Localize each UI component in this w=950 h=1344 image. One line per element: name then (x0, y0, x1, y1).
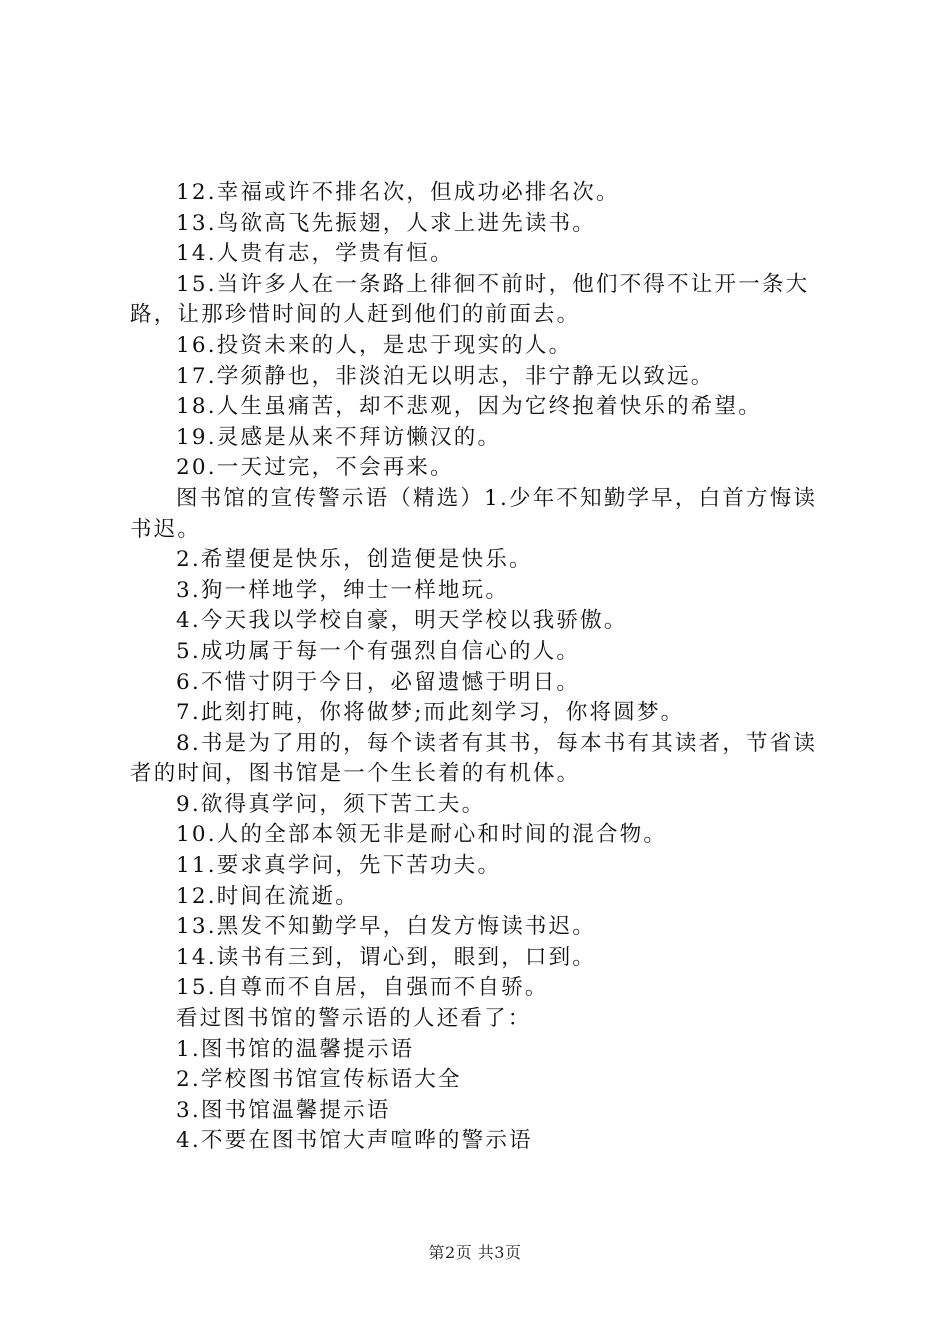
paragraph: 20.一天过完，不会再来。 (176, 455, 454, 481)
paragraph: 3.狗一样地学，绅士一样地玩。 (176, 577, 510, 603)
paragraph: 11.要求真学问，先下苦功夫。 (176, 853, 502, 879)
body-text (130, 178, 830, 1157)
paragraph: 2.希望便是快乐，创造便是快乐。 (176, 547, 533, 573)
paragraph: 1.图书馆的温馨提示语 (176, 1036, 415, 1062)
paragraph: 4.不要在图书馆大声喧哗的警示语 (176, 1128, 533, 1154)
paragraph: 16.投资未来的人，是忠于现实的人。 (176, 332, 573, 358)
paragraph: 13.鸟欲高飞先振翅，人求上进先读书。 (176, 210, 596, 236)
paragraph: 12.幸福或许不排名次，但成功必排名次。 (176, 180, 620, 205)
paragraph: 7.此刻打盹，你将做梦;而此刻学习，你将圆梦。 (176, 700, 685, 726)
paragraph: 13.黑发不知勤学早，白发方悔读书迟。 (176, 914, 596, 940)
paragraph: 4.今天我以学校自豪，明天学校以我骄傲。 (176, 608, 628, 634)
paragraph: 12.时间在流逝。 (176, 883, 359, 909)
paragraph: 9.欲得真学问，须下苦工夫。 (176, 791, 486, 817)
paragraph: 图书馆的宣传警示语（精选）1.少年不知勤学早，白首方悔读书迟。 (130, 485, 818, 542)
paragraph: 14.人贵有志，学贵有恒。 (176, 241, 454, 267)
paragraph: 15.当许多人在一条路上徘徊不前时，他们不得不让开一条大路，让那珍惜时间的人赶到他们的前面去。 (130, 271, 810, 328)
paragraph: 14.读书有三到，谓心到，眼到，口到。 (176, 944, 596, 970)
page-footer: 第2页 共3页 (428, 1243, 522, 1262)
paragraph: 17.学须静也，非淡泊无以明志，非宁静无以致远。 (176, 363, 715, 389)
paragraph: 10.人的全部本领无非是耐心和时间的混合物。 (176, 822, 668, 848)
paragraph: 3.图书馆温馨提示语 (176, 1097, 391, 1123)
paragraph: 6.不惜寸阴于今日，必留遗憾于明日。 (176, 669, 581, 695)
paragraph: 看过图书馆的警示语的人还看了： (176, 1006, 532, 1032)
paragraph: 18.人生虽痛苦，却不悲观，因为它终抱着快乐的希望。 (176, 394, 762, 420)
paragraph: 5.成功属于每一个有强烈自信心的人。 (176, 638, 581, 664)
paragraph: 8.书是为了用的，每个读者有其书，每本书有其读者，节省读者的时间，图书馆是一个生长着的有机体。 (130, 730, 818, 787)
paragraph: 2.学校图书馆宣传标语大全 (176, 1067, 462, 1093)
paragraph: 19.灵感是从来不拜访懒汉的。 (176, 424, 502, 450)
paragraph: 15.自尊而不自居，自强而不自骄。 (176, 975, 549, 1001)
